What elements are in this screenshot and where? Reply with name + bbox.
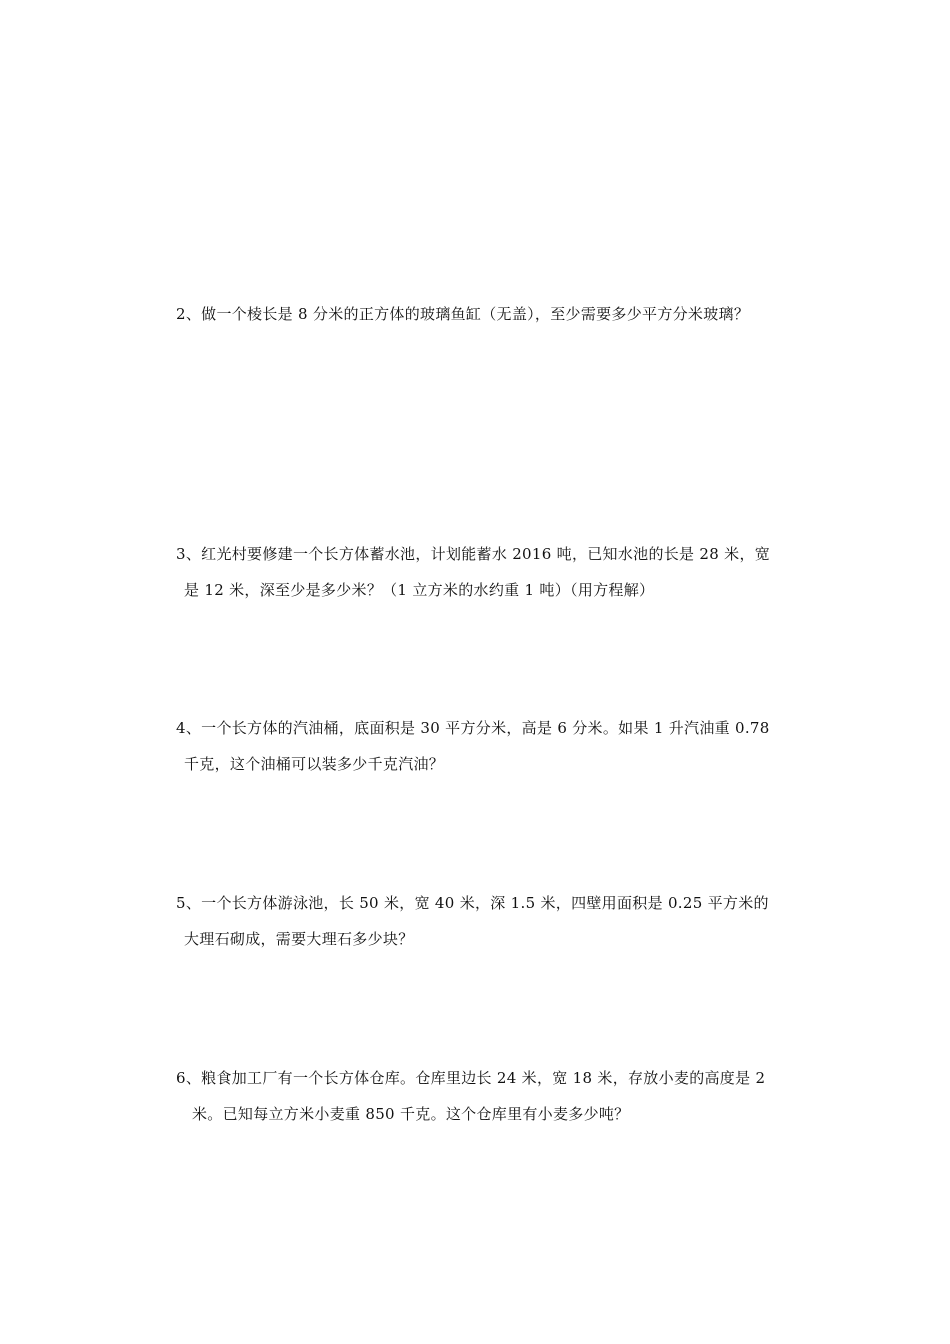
problem-5: [176, 885, 816, 957]
problem-3-line-2: 是 12 米，深至少是多少米？（1 立方米的水约重 1 吨）（用方程解）: [184, 581, 655, 599]
problem-3-line-1: 3、红光村要修建一个长方体蓄水池，计划能蓄水 2016 吨，已知水池的长是 28 米，宽: [176, 545, 771, 563]
problem-4-line-2: 千克，这个油桶可以装多少千克汽油？: [184, 755, 445, 773]
problem-6: [176, 1060, 816, 1132]
problem-5-line-1: 5、一个长方体游泳池，长 50 米，宽 40 米，深 1.5 米，四壁用面积是 0.25 平方米的: [176, 894, 769, 912]
problem-3: [176, 536, 816, 608]
problem-2: [176, 296, 816, 332]
problem-4: [176, 710, 816, 782]
problem-2-line-1: 2、做一个棱长是 8 分米的正方体的玻璃鱼缸（无盖），至少需要多少平方分米玻璃？: [176, 305, 750, 323]
problem-6-line-2: 米。已知每立方米小麦重 850 千克。这个仓库里有小麦多少吨？: [192, 1105, 630, 1123]
problem-5-line-2: 大理石砌成，需要大理石多少块？: [184, 930, 414, 948]
problem-4-line-1: 4、一个长方体的汽油桶，底面积是 30 平方分米，高是 6 分米。如果 1 升汽油重 0.78: [176, 719, 770, 737]
problem-6-line-1: 6、粮食加工厂有一个长方体仓库。仓库里边长 24 米，宽 18 米，存放小麦的高度是 2: [176, 1069, 766, 1087]
